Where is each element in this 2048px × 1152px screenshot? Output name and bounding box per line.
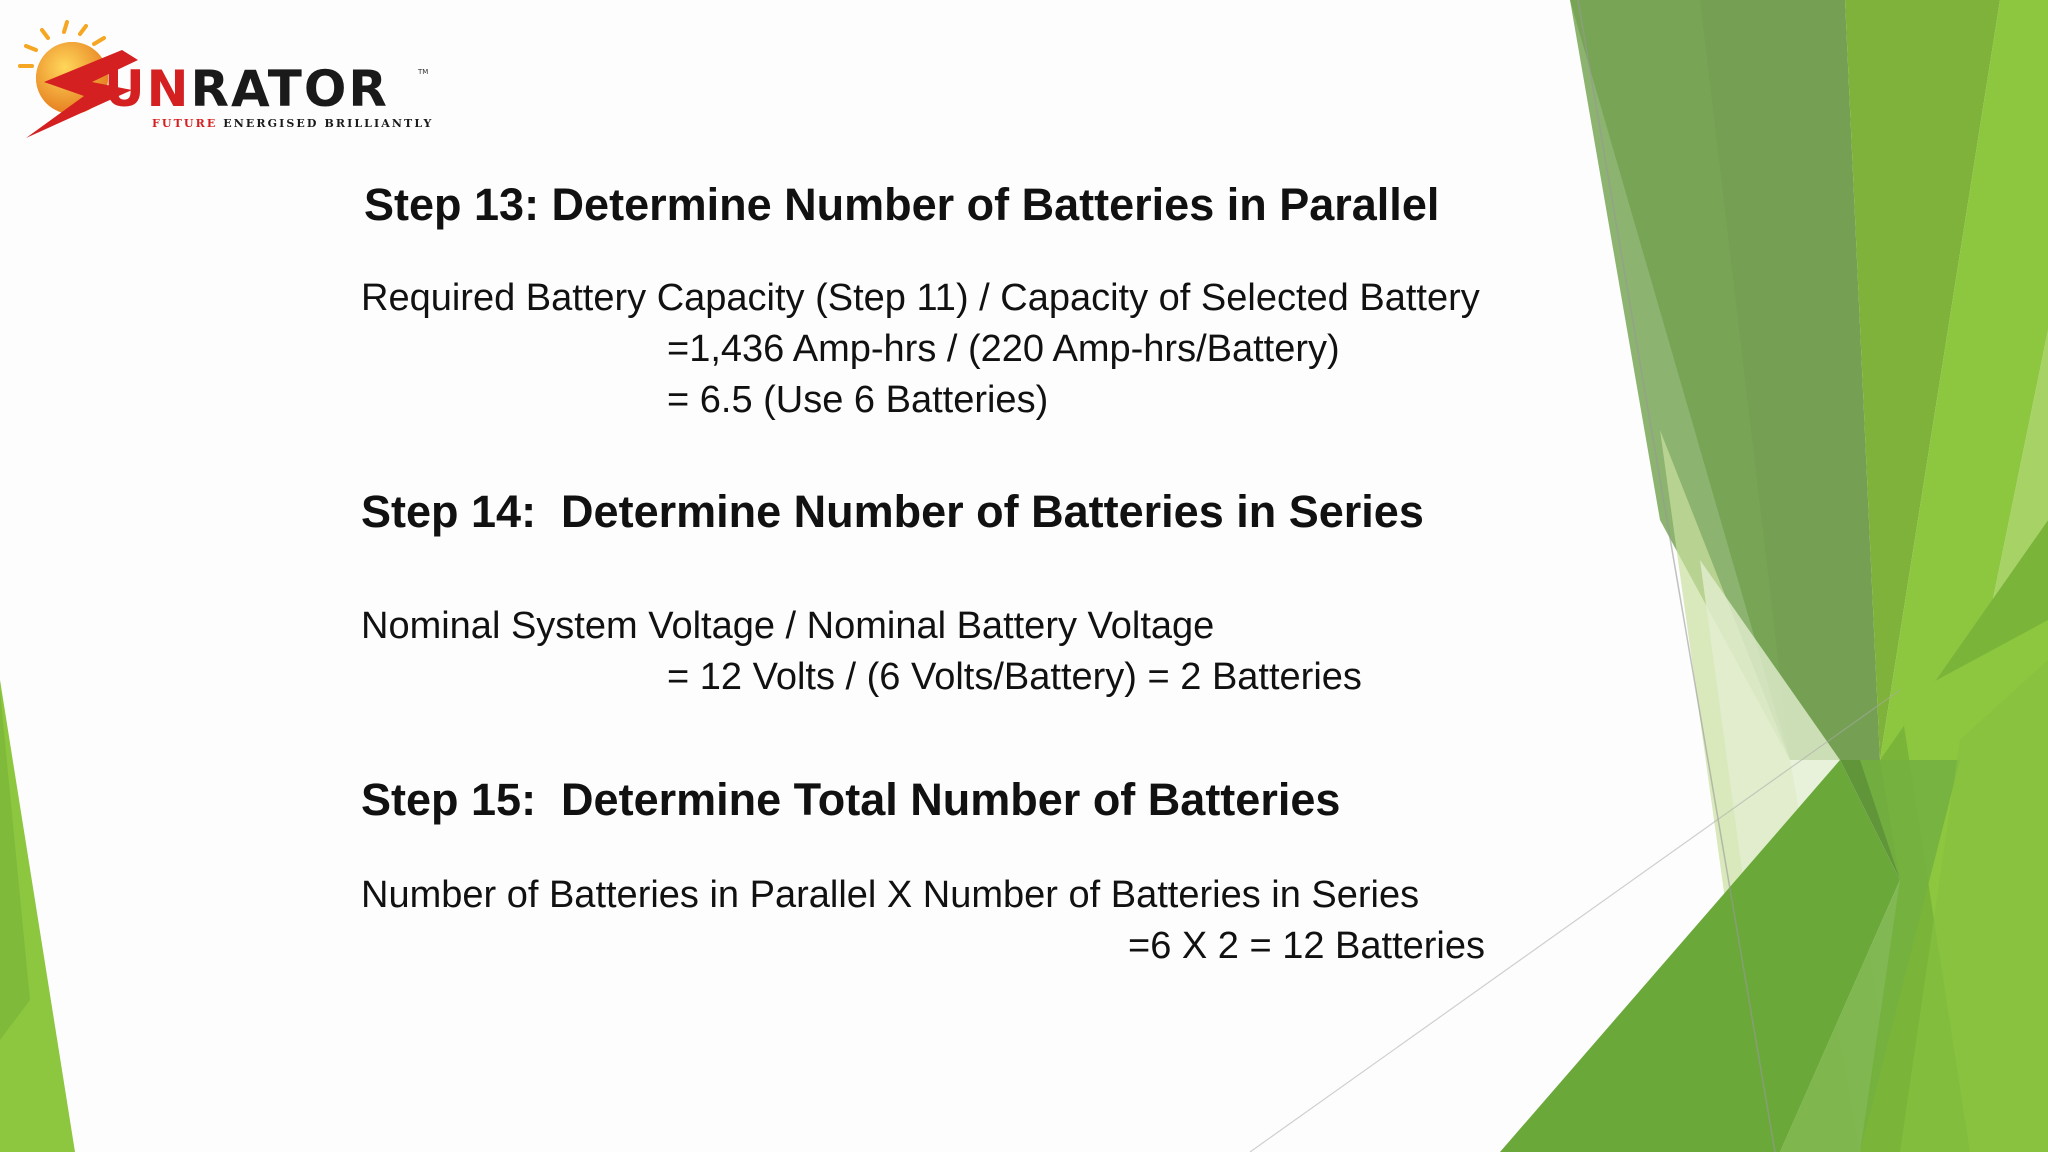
logo-trademark: TM [418,68,429,76]
step-14-heading: Step 14: Determine Number of Batteries in Series [361,486,1424,537]
logo-wordmark [104,60,389,118]
sunrator-logo [14,20,434,150]
step-15-line: =6 X 2 = 12 Batteries [1128,925,1486,967]
step-13-line: Required Battery Capacity (Step 11) / Capacity of Selected Battery [361,277,1480,319]
step-13-heading: Step 13: Determine Number of Batteries in Parallel [364,179,1440,230]
logo-tagline [152,118,433,129]
step-15-line: Number of Batteries in Parallel X Number of Batteries in Series [361,874,1420,916]
logo-tagline-part: FUTURE [152,117,218,130]
step-13-line: =1,436 Amp-hrs / (220 Amp-hrs/Battery) [667,328,1340,370]
step-13-line: = 6.5 (Use 6 Batteries) [667,379,1049,421]
step-15-heading: Step 15: Determine Total Number of Batteries [361,774,1341,825]
logo-tagline-part: ENERGISED BRILLIANTLY [223,117,434,130]
logo-name-part: RATOR [190,60,389,118]
logo-name-part: UN [104,60,191,118]
step-14-line: Nominal System Voltage / Nominal Battery Voltage [361,605,1215,647]
step-14-line: = 12 Volts / (6 Volts/Battery) = 2 Batteries [667,656,1362,698]
